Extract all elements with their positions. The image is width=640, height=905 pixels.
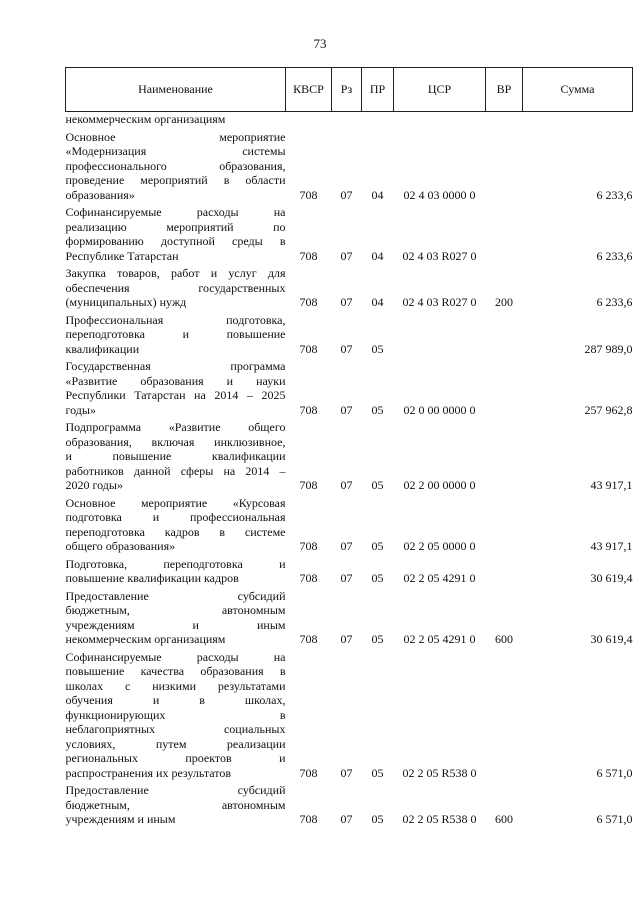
row-csr: 02 2 05 0000 0 xyxy=(403,539,476,553)
row-sum: 257 962,8 xyxy=(584,402,633,417)
row-name-line: Подпрограмма «Развитие общего xyxy=(65,420,286,434)
row-pr: 05 xyxy=(371,402,384,417)
row-name-line: бюджетным, автономным xyxy=(65,797,286,812)
row-kvsr: 708 xyxy=(299,812,318,826)
row-name xyxy=(66,554,286,586)
row-csr: 02 2 00 0000 0 xyxy=(403,478,476,492)
row-csr xyxy=(394,310,486,357)
row-vr xyxy=(486,112,523,127)
row-vr xyxy=(486,202,523,263)
row-name-line: Закупка товаров, работ и услуг для xyxy=(65,266,286,280)
row-rz: 07 xyxy=(340,248,353,263)
row-kvsr: 708 xyxy=(299,632,318,646)
row-sum: 6 233,6 xyxy=(596,248,633,263)
row-rz: 07 xyxy=(340,571,353,585)
row-rz: 07 xyxy=(340,341,353,356)
row-name-line: Профессиональная подготовка, xyxy=(65,312,286,327)
row-vr xyxy=(486,356,523,417)
table-row xyxy=(66,127,633,203)
row-name-line: Софинансируемые расходы на xyxy=(65,205,286,219)
row-name-line: Предоставление субсидий xyxy=(65,588,286,603)
row-name xyxy=(66,780,286,827)
header-name: Наименование xyxy=(66,68,286,112)
row-csr: 02 4 03 R027 0 xyxy=(402,248,477,263)
row-sum: 30 619,4 xyxy=(590,632,633,646)
row-name-line: Софинансируемые расходы на xyxy=(65,649,286,664)
row-name-line: подготовка и профессиональная xyxy=(65,510,286,524)
row-csr: 02 2 05 4291 0 xyxy=(403,571,476,585)
table-row xyxy=(66,112,633,127)
row-rz: 07 xyxy=(340,187,353,202)
row-name-line: работников данной сферы на 2014 – xyxy=(65,463,286,478)
row-csr: 02 2 05 R538 0 xyxy=(402,812,477,826)
row-name-line: переподготовка кадров в системе xyxy=(65,524,286,539)
row-name-line: некоммерческим организациям xyxy=(65,632,226,646)
header-rz: Рз xyxy=(332,68,362,112)
row-vr xyxy=(486,417,523,493)
row-name-line: общего образования» xyxy=(65,539,176,553)
row-name-line: формированию доступной среды в xyxy=(65,234,286,248)
row-rz xyxy=(332,112,362,127)
row-kvsr: 708 xyxy=(299,402,318,417)
row-csr: 02 4 03 0000 0 xyxy=(403,187,476,202)
row-name-line: реализацию мероприятий по xyxy=(65,219,286,234)
table-row xyxy=(66,263,633,310)
row-name xyxy=(66,417,286,493)
table-row xyxy=(66,554,633,586)
row-name-line: Основное мероприятие «Курсовая xyxy=(65,495,286,510)
table-row xyxy=(66,647,633,781)
table-row xyxy=(66,586,633,647)
row-name-line: некоммерческим организациям xyxy=(65,112,226,126)
row-name-line: «Модернизация системы xyxy=(65,144,286,158)
row-pr: 05 xyxy=(371,812,384,826)
row-name-line: 2020 годы» xyxy=(65,478,123,492)
row-name-line: школах с низкими результатами xyxy=(65,678,286,693)
row-name xyxy=(66,263,286,310)
table-row xyxy=(66,356,633,417)
table-row xyxy=(66,780,633,827)
row-kvsr: 708 xyxy=(299,341,318,356)
row-rz: 07 xyxy=(340,478,353,492)
row-rz: 07 xyxy=(340,812,353,826)
row-kvsr: 708 xyxy=(299,478,318,492)
row-name-line: Предоставление субсидий xyxy=(65,783,286,797)
row-name-line: и повышение квалификации xyxy=(65,449,286,463)
row-vr: 600 xyxy=(495,632,513,646)
table-header-row xyxy=(66,68,633,112)
row-pr: 04 xyxy=(371,187,384,202)
row-sum: 6 233,6 xyxy=(596,187,633,202)
row-vr: 600 xyxy=(495,812,513,826)
row-pr: 05 xyxy=(371,632,384,646)
row-vr xyxy=(486,647,523,781)
row-name-line: Государственная программа xyxy=(65,359,286,373)
page-number: 73 xyxy=(313,36,327,51)
row-name xyxy=(66,356,286,417)
row-name-line: Основное мероприятие xyxy=(65,129,286,144)
row-csr: 02 4 03 R027 0 xyxy=(402,295,477,309)
row-sum xyxy=(523,112,633,127)
row-name-line: Республики Татарстан на 2014 – 2025 xyxy=(65,388,286,402)
row-csr xyxy=(394,112,486,127)
row-name xyxy=(66,310,286,357)
row-csr: 02 2 05 R538 0 xyxy=(402,765,477,780)
table-body xyxy=(66,112,633,827)
row-rz: 07 xyxy=(340,402,353,417)
row-vr xyxy=(486,310,523,357)
row-kvsr xyxy=(286,112,332,127)
row-vr xyxy=(486,554,523,586)
header-sum: Сумма xyxy=(523,68,633,112)
row-vr xyxy=(486,127,523,203)
row-vr: 200 xyxy=(495,295,513,309)
row-name-line: учреждениям и иным xyxy=(65,617,286,632)
row-name xyxy=(66,127,286,203)
row-name-line: условиях, путем реализации xyxy=(65,736,286,751)
table-row xyxy=(66,417,633,493)
row-name-line: «Развитие образования и науки xyxy=(65,373,286,388)
row-rz: 07 xyxy=(340,539,353,553)
header-csr: ЦСР xyxy=(394,68,486,112)
row-name xyxy=(66,493,286,554)
row-name xyxy=(66,647,286,781)
header-pr: ПР xyxy=(362,68,394,112)
row-name-line: Республике Татарстан xyxy=(65,248,179,263)
row-kvsr: 708 xyxy=(299,765,318,780)
table-row xyxy=(66,310,633,357)
row-pr xyxy=(362,112,394,127)
header-kvsr: КВСР xyxy=(286,68,332,112)
row-sum: 6 571,0 xyxy=(596,812,633,826)
row-name-line: годы» xyxy=(65,402,96,417)
row-name-line: региональных проектов и xyxy=(65,751,286,765)
row-name-line: распространения их результатов xyxy=(65,765,232,780)
row-pr: 04 xyxy=(371,295,384,309)
row-sum: 43 917,1 xyxy=(590,539,633,553)
row-kvsr: 708 xyxy=(299,539,318,553)
row-name-line: неблагоприятных социальных xyxy=(65,722,286,736)
row-pr: 04 xyxy=(371,248,384,263)
budget-table xyxy=(65,67,633,827)
row-kvsr: 708 xyxy=(299,295,318,309)
row-name-line: (муниципальных) нужд xyxy=(65,295,187,309)
row-sum: 287 989,0 xyxy=(584,341,633,356)
row-pr: 05 xyxy=(371,478,384,492)
row-sum: 6 233,6 xyxy=(596,295,633,309)
row-name-line: Подготовка, переподготовка и xyxy=(65,556,286,571)
table-row xyxy=(66,493,633,554)
row-name-line: квалификации xyxy=(65,341,140,356)
row-name-line: обучения и в школах, xyxy=(65,693,286,707)
row-name-line: повышение качества образования в xyxy=(65,664,286,678)
row-name-line: бюджетным, автономным xyxy=(65,603,286,617)
row-sum: 6 571,0 xyxy=(596,765,633,780)
row-rz: 07 xyxy=(340,295,353,309)
row-csr: 02 2 05 4291 0 xyxy=(403,632,476,646)
header-vr: ВР xyxy=(486,68,523,112)
row-kvsr: 708 xyxy=(299,187,318,202)
row-pr: 05 xyxy=(371,539,384,553)
row-name-line: учреждениям и иным xyxy=(65,812,176,826)
row-name-line: функционирующих в xyxy=(65,707,286,722)
row-name-line: образования, включая инклюзивное, xyxy=(65,434,286,449)
row-name xyxy=(66,586,286,647)
row-name-line: переподготовка и повышение xyxy=(65,327,286,341)
row-name-line: проведение мероприятий в области xyxy=(65,173,286,187)
table-row xyxy=(66,202,633,263)
row-name-line: профессионального образования, xyxy=(65,158,286,173)
row-vr xyxy=(486,493,523,554)
row-name xyxy=(66,112,286,127)
row-rz: 07 xyxy=(340,765,353,780)
row-pr: 05 xyxy=(371,765,384,780)
row-kvsr: 708 xyxy=(299,248,318,263)
row-pr: 05 xyxy=(371,341,384,356)
row-name-line: повышение квалификации кадров xyxy=(65,571,239,585)
row-kvsr: 708 xyxy=(299,571,318,585)
row-sum: 43 917,1 xyxy=(590,478,633,492)
row-rz: 07 xyxy=(340,632,353,646)
row-name-line: обеспечения государственных xyxy=(65,280,286,295)
row-csr: 02 0 00 0000 0 xyxy=(403,402,476,417)
row-name-line: образования» xyxy=(65,187,135,202)
row-name xyxy=(66,202,286,263)
row-sum: 30 619,4 xyxy=(590,571,633,585)
row-pr: 05 xyxy=(371,571,384,585)
